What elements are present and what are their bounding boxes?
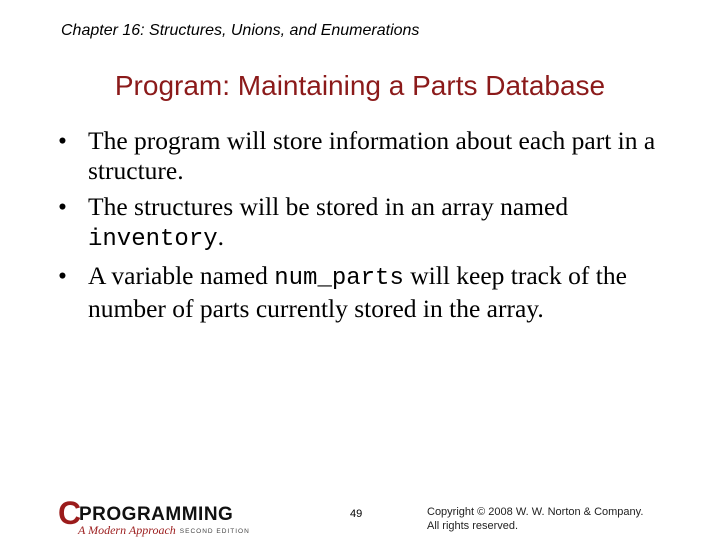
logo-c-letter: C <box>58 495 82 531</box>
bullet-text-end: will keep track of the number of parts currently stored in the array. <box>88 261 627 323</box>
bullet-dot-icon: • <box>58 192 67 221</box>
chapter-heading: Chapter 16: Structures, Unions, and Enumerations <box>61 22 420 39</box>
logo-subtitle-text: A Modern Approach <box>78 523 176 537</box>
logo-programming-word: PROGRAMMING <box>79 504 234 525</box>
code-inventory: inventory <box>88 226 218 253</box>
bullet-text-end: . <box>217 222 224 251</box>
copyright-line-1: Copyright © 2008 W. W. Norton & Company. <box>427 506 644 518</box>
logo-subtitle <box>78 523 250 538</box>
copyright-line-2: All rights reserved. <box>427 520 519 532</box>
bullet-text: A variable named <box>88 261 275 290</box>
bullet-dot-icon: • <box>58 261 67 290</box>
bullet-text: The structures will be stored in an array named <box>88 192 569 221</box>
slide-title: Program: Maintaining a Parts Database <box>114 70 606 101</box>
bullet-item <box>58 126 698 186</box>
bullet-dot-icon: • <box>58 126 67 155</box>
bullet-text: The program will store information about each part in a structure. <box>88 126 656 185</box>
copyright-notice <box>427 505 643 533</box>
book-logo <box>58 495 268 538</box>
code-num-parts: num_parts <box>274 265 404 292</box>
logo-edition: SECOND EDITION <box>179 528 250 535</box>
page-number: 49 <box>350 508 363 520</box>
bullet-item <box>58 261 698 324</box>
bullet-item <box>58 192 698 255</box>
bullet-list <box>58 126 698 330</box>
